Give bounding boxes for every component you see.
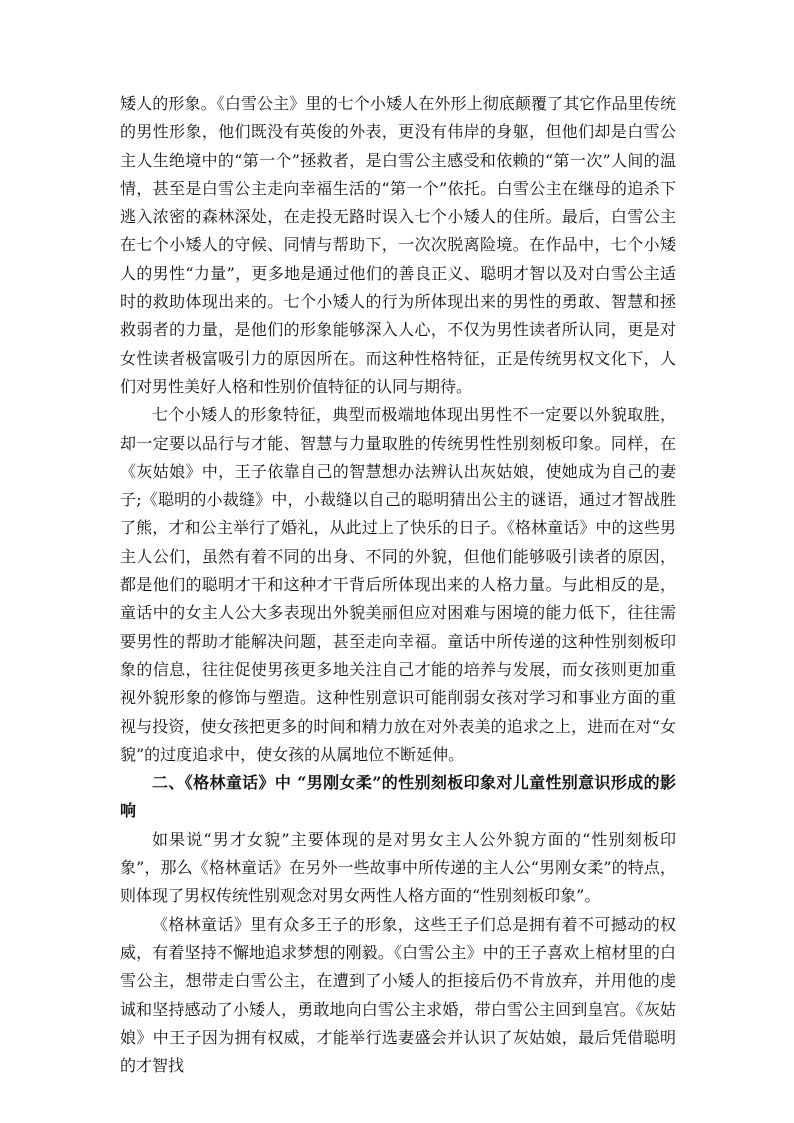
section-heading: 二、《格林童话》中 “男刚女柔”的性别刻板印象对儿童性别意识形成的影响 <box>120 773 676 821</box>
paragraph-stereotype: 七个小矮人的形象特征，典型而极端地体现出男性不一定要以外貌取胜，却一定要以品行与才能、智慧与力量取胜的传统男性性别刻板印象。同样，在《灰姑娘》中，王子依靠自己的智慧想办法辨认出灰姑娘，使她成为自己的妻子;《聪明的小裁缝》中，小裁缝以自己的聪明猜出公主的谜语，通过才智战胜了熊，才和公主举行了婚礼，从此过上了快乐的日子。《格林童话》中的这些男主人公们，虽然有着不同的出身、不同的外貌，但他们能够吸引读者的原因，都是他们的聪明才干和这种才干背后所体现出来的人格力量。与此相反的是，童话中的女主人公大多表现出外貌美丽但应对困难与困境的能力低下，往往需要男性的帮助才能解决问题，甚至走向幸福。童话中所传递的这种性别刻板印象的信息，往往促使男孩更多地关注自己才能的培养与发展，而女孩则更加重视外貌形象的修饰与塑造。这种性别意识可能削弱女孩对学习和事业方面的重视与投资，使女孩把更多的时间和精力放在对外表美的追求之上，进而在对“女貌”的过度追求中，使女孩的从属地位不断延伸。 <box>120 405 676 764</box>
paragraph-princes: 《格林童话》里有众多王子的形象，这些王子们总是拥有着不可撼动的权威，有着坚持不懈地追求梦想的刚毅。《白雪公主》中的王子喜欢上棺材里的白雪公主，想带走白雪公主，在遭到了小矮人的拒接后仍不肯放弃，并用他的虔诚和坚持感动了小矮人，勇敢地向白雪公主求婚，带白雪公主回到皇宫。《灰姑娘》中王子因为拥有权威，才能举行选妻盛会并认识了灰姑娘，最后凭借聪明的才智找 <box>120 914 676 1076</box>
paragraph-continuation: 矮人的形象。《白雪公主》里的七个小矮人在外形上彻底颠覆了其它作品里传统的男性形象，他们既没有英俊的外表，更没有伟岸的身躯，但他们却是白雪公主人生绝境中的“第一个”拯救者，是白雪公主感受和依赖的“第一次”人间的温情，甚至是白雪公主走向幸福生活的“第一个”依托。白雪公主在继母的追杀下逃入浓密的森林深处，在走投无路时误入七个小矮人的住所。最后，白雪公主在七个小矮人的守候、同情与帮助下，一次次脱离险境。在作品中，七个小矮人的男性“力量”，更多地是通过他们的善良正义、聪明才智以及对白雪公主适时的救助体现出来的。七个小矮人的行为所体现出来的男性的勇敢、智慧和拯救弱者的力量，是他们的形象能够深入人心，不仅为男性读者所认同，更是对女性读者极富吸引力的原因所在。而这种性格特征，正是传统男权文化下，人们对男性美好人格和性别价值特征的认同与期待。 <box>120 94 676 396</box>
paragraph-intro: 如果说“男才女貌”主要体现的是对男女主人公外貌方面的“性别刻板印象”，那么《格林童话》在另外一些故事中所传递的主人公“男刚女柔”的特点，则体现了男权传统性别观念对男女两性人格方面的“性别刻板印象”。 <box>120 829 676 906</box>
document-page <box>120 90 676 1080</box>
